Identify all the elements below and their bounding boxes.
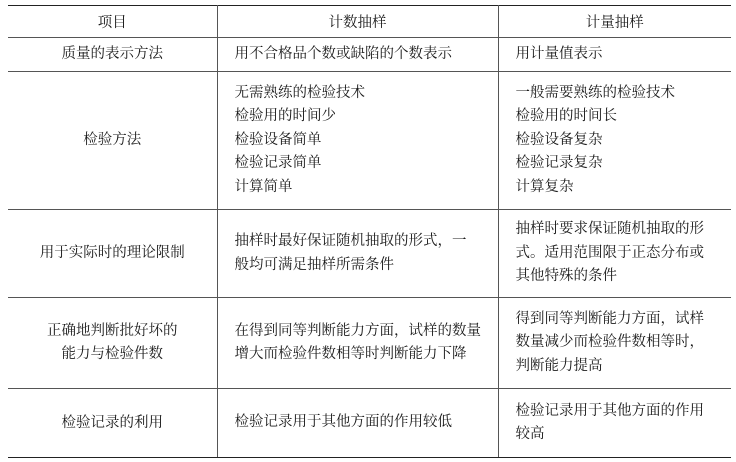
count-cell: 检验记录用于其他方面的作用较低 (217, 389, 498, 458)
count-cell: 在得到同等判断能力方面，试样的数量 增大而检验件数相等时判断能力下降 (217, 298, 498, 389)
table-row (8, 210, 731, 298)
measure-cell: 得到同等判断能力方面，试样 数量减少而检验件数相等时， 判断能力提高 (498, 298, 731, 389)
count-cell: 抽样时最好保证随机抽取的形式，一 般均可满足抽样所需条件 (217, 210, 498, 298)
table-row (8, 389, 731, 458)
table-row (8, 72, 731, 210)
measure-cell: 抽样时要求保证随机抽取的形 式。适用范围限于正态分布或 其他特殊的条件 (498, 210, 731, 298)
header-item: 项目 (8, 6, 217, 38)
header-measure-sampling: 计量抽样 (498, 6, 731, 38)
row-label: 检验记录的利用 (8, 389, 217, 458)
header-count-sampling: 计数抽样 (217, 6, 498, 38)
measure-cell: 用计量值表示 (498, 38, 731, 72)
measure-cell: 检验记录用于其他方面的作用 较高 (498, 389, 731, 458)
row-label: 质量的表示方法 (8, 38, 217, 72)
sampling-comparison-table (8, 5, 731, 458)
row-label: 检验方法 (8, 72, 217, 210)
table-header-row (8, 6, 731, 38)
row-label: 正确地判断批好坏的 能力与检验件数 (8, 298, 217, 389)
measure-cell: 一般需要熟练的检验技术 检验用的时间长 检验设备复杂 检验记录复杂 计算复杂 (498, 72, 731, 210)
row-label: 用于实际时的理论限制 (8, 210, 217, 298)
comparison-table-wrapper (8, 5, 731, 458)
count-cell: 用不合格品个数或缺陷的个数表示 (217, 38, 498, 72)
count-cell: 无需熟练的检验技术 检验用的时间少 检验设备简单 检验记录简单 计算简单 (217, 72, 498, 210)
table-row (8, 298, 731, 389)
table-row (8, 38, 731, 72)
